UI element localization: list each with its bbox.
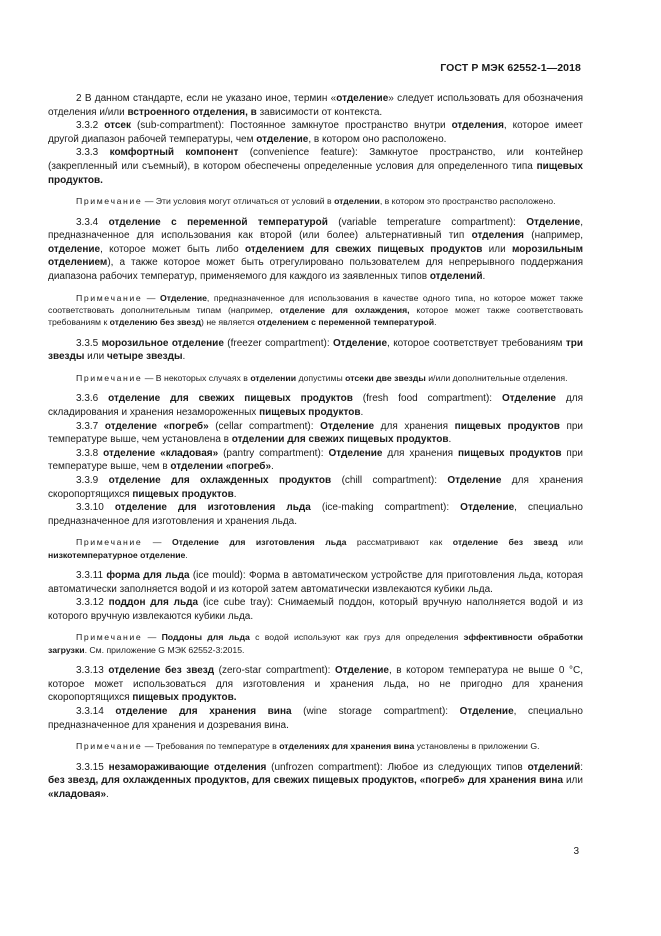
text-run: :	[580, 761, 583, 773]
text-run: которое может также соответствовать требованиям к	[48, 304, 583, 328]
text-run: (fresh food compartment):	[352, 393, 502, 405]
text-run: , предназначенное для использования в качестве одного типа, но которое может также соответствовать дополнительным типам (например,	[48, 292, 583, 315]
text-run: (wine storage compartment):	[291, 706, 460, 718]
bold-term: Поддоны для льда	[161, 632, 250, 643]
document-body	[48, 92, 583, 801]
text-run: (cellar compartment):	[208, 420, 321, 432]
bold-term: комфортный компонент	[109, 147, 239, 159]
text-run: (unfrozen compartment): Любое из следующих типов	[266, 761, 528, 773]
text-run: — Эти условия могут отличаться от условий в	[142, 196, 335, 207]
bold-term: отсек	[104, 120, 131, 132]
text-run: при температуре выше, чем в	[48, 447, 583, 473]
text-run: . См. приложение G МЭК 62552-3:2015.	[84, 644, 245, 655]
term-paragraph	[48, 119, 583, 146]
bold-term: отделение	[256, 133, 309, 145]
text-run: .	[185, 549, 188, 560]
bold-term: отделений	[527, 761, 581, 773]
bold-term: отделение для изготовления льда	[114, 502, 311, 514]
text-run: (variable temperature compartment):	[327, 216, 527, 228]
bold-term: отделение без звезд	[452, 537, 558, 548]
bold-term: отделением с переменной температурой	[257, 317, 435, 328]
document-header: ГОСТ Р МЭК 62552-1—2018	[440, 62, 581, 74]
text-run: 3.3.11	[76, 570, 107, 582]
bold-term: отделении	[334, 196, 380, 207]
text-run: .	[271, 461, 274, 473]
text-run: , специально предназначенное для хранения и дозревания вина.	[48, 706, 583, 731]
text-run: — В некоторых случаях в	[142, 372, 251, 383]
term-paragraph	[48, 761, 583, 802]
bold-term: Отделение для изготовления льда	[171, 537, 347, 548]
text-run: для хранения	[382, 447, 458, 459]
text-run: (например,	[523, 230, 583, 242]
bold-term: три звезды	[48, 337, 583, 363]
text-run: с водой используют как груз для определения	[249, 632, 464, 643]
bold-term: отделения	[451, 120, 504, 132]
bold-term: отделение без звезд	[108, 665, 215, 677]
text-run: (zero-star compartment):	[214, 665, 335, 677]
text-run: для складирования и хранения незамороженных	[48, 393, 583, 418]
text-run: при температуре выше, чем установлена в	[48, 420, 584, 446]
term-paragraph	[48, 447, 583, 474]
bold-term: Отделение	[502, 393, 556, 405]
text-run: .	[360, 406, 364, 418]
text-run: зависимости от контекста.	[256, 106, 383, 118]
text-run: ) не является	[201, 317, 258, 328]
bold-term: пищевых продуктов.	[132, 692, 237, 704]
text-run: допустимы	[296, 372, 346, 383]
bold-term: пищевых продуктов.	[48, 160, 583, 186]
text-run: (ice cube tray): Снимаемый поддон, который вручную наполняется водой и из которого вручную извлекаются кубики льда.	[48, 597, 583, 622]
text-run: .	[182, 351, 186, 363]
text-run: (convenience feature): Замкнутое пространство, или контейнер (закрепленный или съемный), в котором обеспечены определенные условия для определенного типа	[48, 147, 583, 172]
bold-term: форма для льда	[106, 570, 190, 582]
bold-term: эффективности обработки загрузки	[48, 632, 584, 655]
text-run: или	[563, 775, 583, 787]
bold-term: пищевых продуктов	[259, 406, 361, 418]
note-label: Примечание	[76, 196, 143, 207]
bold-term: низкотемпературное отделение	[48, 549, 186, 560]
bold-term: отделений	[429, 270, 483, 282]
text-run: 3.3.14	[76, 706, 116, 718]
text-run: 3.3.5	[76, 337, 102, 349]
bold-term: отделение с переменной температурой	[108, 216, 328, 228]
text-run: , которое имеет другой диапазон рабочей температуры, чем	[48, 120, 583, 145]
bold-term: отделении	[250, 372, 297, 383]
bold-term: Отделение	[335, 665, 389, 677]
text-run: , предназначенное для использования как второй (или более) альтернативный тип	[48, 216, 583, 242]
text-run: .	[434, 317, 437, 328]
bold-term: отделение для охлаждения,	[279, 304, 410, 315]
bold-term: отделением для свежих пищевых продуктов	[245, 243, 483, 255]
text-run: 3.3.3	[76, 147, 110, 159]
text-run: рассматривают как	[346, 537, 453, 548]
term-paragraph	[48, 337, 583, 364]
text-run: .	[233, 488, 237, 500]
term-paragraph	[48, 420, 583, 447]
term-paragraph	[48, 216, 583, 284]
bold-term: четыре звезды	[106, 351, 183, 363]
note-label: Примечание	[76, 537, 143, 548]
text-run: или	[557, 537, 583, 548]
text-run: .	[482, 270, 486, 282]
bold-term: «кладовая»	[48, 788, 107, 800]
bold-term: морозильным отделением	[48, 243, 583, 269]
page-number: 3	[573, 846, 579, 857]
term-paragraph	[48, 705, 583, 732]
text-run: , специально предназначенное для изготовления и хранения льда.	[48, 502, 583, 527]
text-run: —	[142, 632, 162, 643]
bold-term: Отделение	[320, 420, 375, 432]
term-paragraph	[48, 501, 583, 528]
note-label: Примечание	[76, 632, 143, 643]
bold-term: Отделение	[459, 706, 514, 718]
text-run: 2 В данном стандарте, если не указано иное, термин «	[76, 93, 337, 104]
bold-term: отделение для свежих пищевых продуктов	[108, 393, 353, 405]
text-run: 3.3.6	[76, 393, 109, 405]
note-paragraph	[48, 740, 583, 752]
text-run: и/или дополнительные отделения.	[425, 372, 568, 383]
text-run: —	[142, 537, 172, 548]
text-run: , в котором оно расположено.	[308, 133, 447, 145]
bold-term: отделении «погреб»	[170, 461, 272, 473]
bold-term: без звезд, для охлажденных продуктов, для свежих пищевых продуктов, «погреб» для хранения вина	[48, 775, 564, 787]
text-run: 3.3.4	[76, 216, 109, 228]
text-run: .	[106, 788, 109, 800]
term-paragraph	[48, 392, 583, 419]
text-run: или	[482, 243, 512, 255]
text-run: (freezer compartment):	[223, 337, 334, 349]
text-run: 3.3.7	[76, 420, 105, 432]
bold-term: Отделение	[526, 216, 581, 228]
note-paragraph	[48, 195, 583, 207]
text-run: для хранения скоропортящихся	[48, 474, 584, 500]
text-run: 3.3.9	[76, 474, 109, 486]
bold-term: отделении для свежих пищевых продуктов	[231, 434, 449, 446]
bold-term: встроенного отделения, в	[127, 106, 257, 118]
note-label: Примечание	[76, 741, 143, 752]
term-paragraph	[48, 92, 583, 119]
note-label: Примечание	[76, 292, 143, 303]
text-run: (ice-making compartment):	[310, 502, 461, 514]
bold-term: морозильное отделение	[101, 337, 224, 349]
term-paragraph	[48, 474, 583, 501]
bold-term: Отделение	[447, 474, 502, 486]
text-run: 3.3.2	[76, 120, 105, 132]
text-run: (chill compartment):	[331, 474, 448, 486]
text-run: для хранения	[374, 420, 455, 432]
term-paragraph	[48, 664, 583, 705]
bold-term: Отделение	[328, 447, 383, 459]
bold-term: незамораживающие отделения	[108, 761, 267, 773]
text-run: .	[448, 434, 452, 446]
text-run: (pantry compartment):	[218, 447, 329, 459]
bold-term: пищевых продуктов	[454, 420, 560, 432]
bold-term: отделение «кладовая»	[103, 447, 219, 459]
bold-term: отделение	[48, 243, 101, 255]
text-run: или	[84, 351, 107, 363]
term-paragraph	[48, 146, 583, 187]
text-run: 3.3.10	[76, 502, 115, 514]
text-run: , в котором это пространство расположено.	[379, 196, 556, 207]
bold-term: отделение «погреб»	[104, 420, 209, 432]
note-paragraph	[48, 536, 583, 561]
bold-term: отделения	[471, 230, 524, 242]
bold-term: Отделение	[160, 292, 207, 303]
bold-term: отделение	[336, 93, 389, 104]
bold-term: отсеки две звезды	[345, 372, 426, 383]
text-run: (sub-compartment): Постоянное замкнутое пространство внутри	[130, 120, 452, 132]
bold-term: Отделение	[460, 502, 515, 514]
text-run: , которое соответствует требованиям	[387, 337, 566, 349]
text-run: » следует использовать для обозначения отделения и/или	[48, 93, 583, 118]
text-run: установлены в приложении G.	[414, 741, 540, 752]
note-paragraph	[48, 292, 583, 329]
bold-term: Отделение	[333, 337, 388, 349]
text-run: 3.3.13	[76, 665, 109, 677]
text-run: — Требования по температуре в	[142, 741, 280, 752]
bold-term: поддон для льда	[108, 597, 199, 609]
note-paragraph	[48, 631, 583, 656]
bold-term: отделениях для хранения вина	[279, 741, 415, 752]
bold-term: отделение для хранения вина	[115, 706, 292, 718]
text-run: 3.3.15	[76, 761, 109, 773]
text-run: ), а также которое может быть отрегулировано пользователем для непрерывного поддержания диапазона рабочих температур, применяемого для каждого из заявленных типов	[48, 257, 583, 282]
term-paragraph	[48, 596, 583, 623]
bold-term: отделение для охлажденных продуктов	[108, 474, 332, 486]
text-run: , которое может быть либо	[100, 243, 245, 255]
bold-term: пищевых продуктов	[458, 447, 562, 459]
text-run: 3.3.8	[76, 447, 104, 459]
bold-term: пищевых продуктов	[132, 488, 234, 500]
text-run: 3.3.12	[76, 597, 109, 609]
note-label: Примечание	[76, 372, 143, 383]
text-run: —	[142, 292, 161, 303]
text-run: (ice mould): Форма в автоматическом устройстве для приготовления льда, которая автоматически заполняется водой и из которой затем автоматически извлекаются кубики льда.	[48, 570, 584, 595]
note-paragraph	[48, 372, 583, 384]
bold-term: отделению без звезд	[109, 317, 202, 328]
text-run: , в котором температура не выше 0 °С, которое может использоваться для изготовления и хранения льда, но не пригодно для хранения скоропортящихся	[48, 665, 583, 704]
term-paragraph	[48, 569, 583, 596]
